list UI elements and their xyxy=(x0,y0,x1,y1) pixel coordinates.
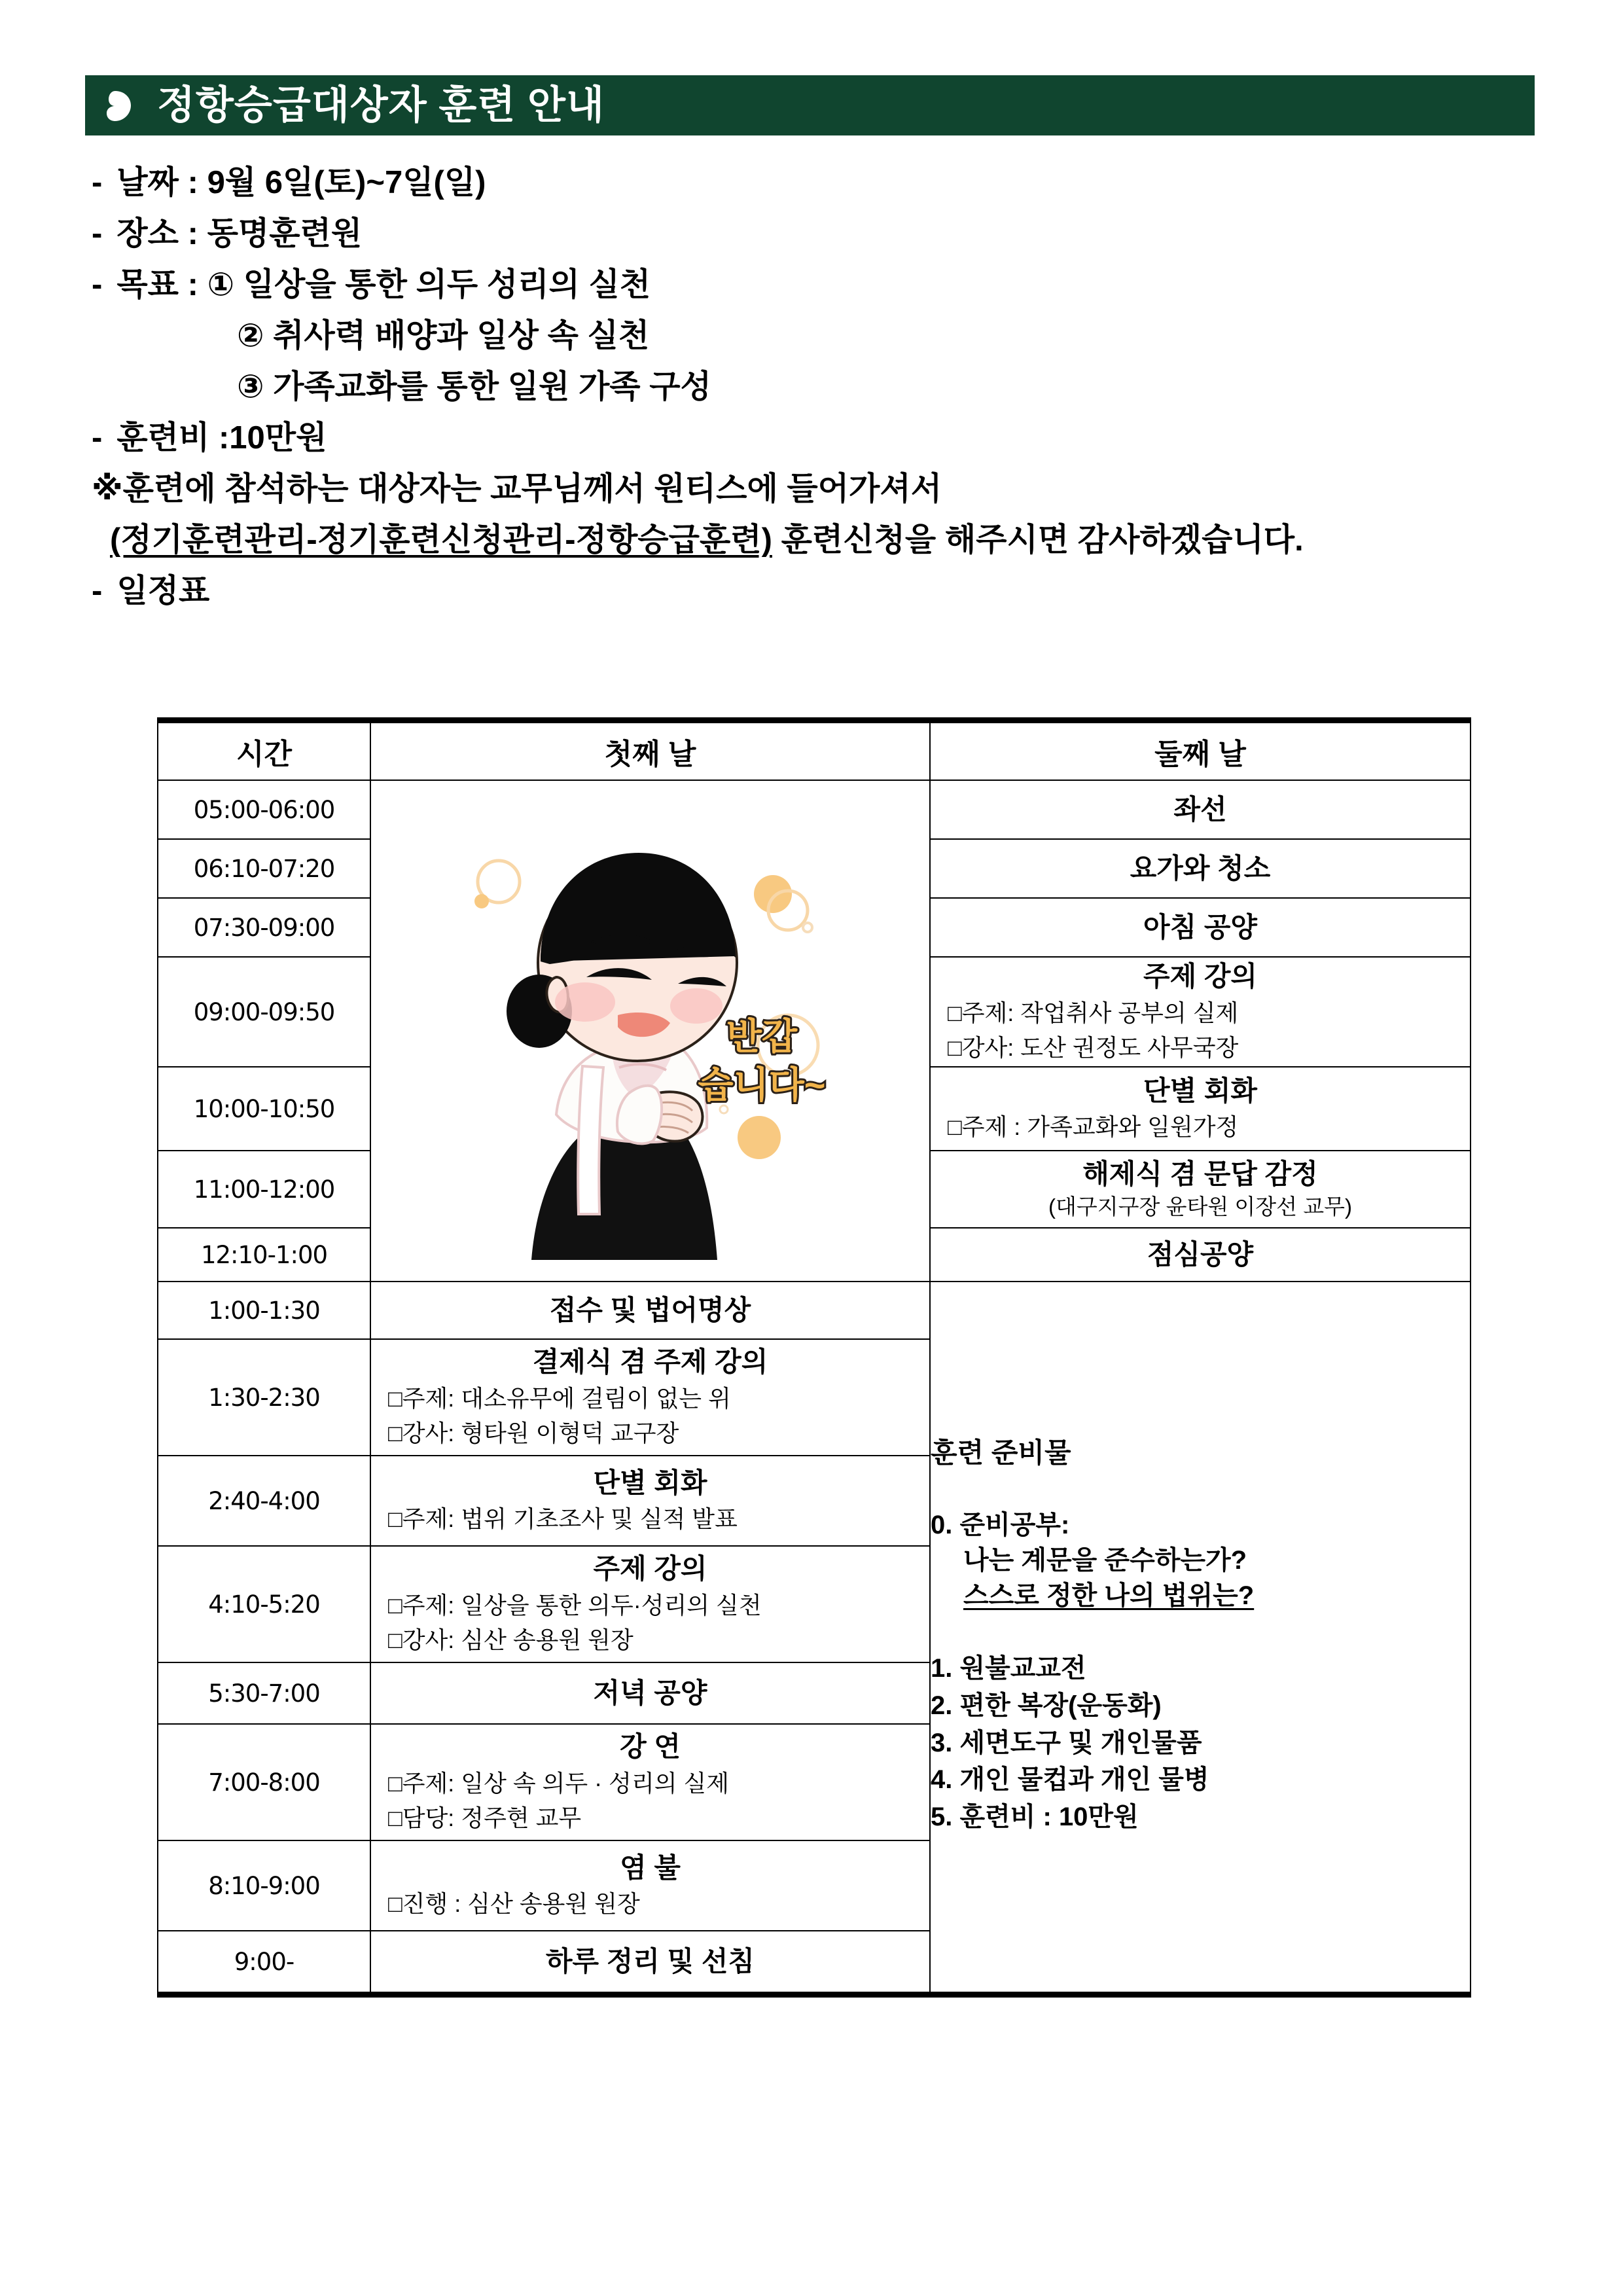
day2-activity-cell xyxy=(930,1151,1471,1228)
table-row xyxy=(158,1282,1471,1339)
prep-question-2: 스스로 정한 나의 법위는? xyxy=(963,1581,1255,1611)
activity-subline: □주제: 법위 기초조사 및 실적 발표 xyxy=(388,1505,738,1533)
goal-label: 목표 xyxy=(116,267,179,302)
time-cell: 1:30-2:30 xyxy=(158,1339,370,1456)
activity-title: 단별 회화 xyxy=(1143,1075,1257,1106)
activity-title: 요가와 청소 xyxy=(1130,852,1271,884)
time-cell: 5:30-7:00 xyxy=(158,1662,370,1724)
prep-title: 훈련 준비물 xyxy=(931,1437,1071,1468)
goal-item-3: ③ 가족교화를 통한 일원 가족 구성 xyxy=(237,369,711,404)
day1-activity-cell xyxy=(370,1931,930,1995)
time-cell: 05:00-06:00 xyxy=(158,780,370,839)
prep-question-1: 나는 계문을 준수하는가? xyxy=(963,1546,1247,1575)
column-header-day1: 첫째 날 xyxy=(370,721,930,781)
bullet-dash: - xyxy=(92,216,103,251)
day1-activity-cell xyxy=(370,1282,930,1339)
activity-title: 염 불 xyxy=(620,1852,681,1883)
date-colon: : xyxy=(187,165,198,200)
time-cell: 06:10-07:20 xyxy=(158,839,370,898)
time-cell: 4:10-5:20 xyxy=(158,1546,370,1662)
fee-value: 10만원 xyxy=(229,420,327,456)
time-cell: 07:30-09:00 xyxy=(158,898,370,957)
fee-colon: : xyxy=(218,420,230,456)
place-label: 장소 xyxy=(116,216,179,251)
info-line-goal xyxy=(92,269,1558,301)
goal-item-2-line xyxy=(92,320,1558,352)
notice-remainder: 훈련신청을 해주시면 감사하겠습니다. xyxy=(772,522,1304,558)
day1-activity-cell xyxy=(370,1546,930,1662)
activity-subline: □담당: 정주현 교무 xyxy=(388,1804,582,1832)
speech-text-line2: 습니다~ xyxy=(698,1064,825,1105)
notice-line-1: ※훈련에 참석하는 대상자는 교무님께서 원티스에 들어가셔서 xyxy=(92,471,942,507)
info-line-place xyxy=(92,218,1558,250)
leaf-bullet-icon xyxy=(105,88,134,122)
time-cell: 2:40-4:00 xyxy=(158,1456,370,1546)
goal-item-3-line xyxy=(92,371,1558,403)
activity-title: 접수 및 법어명상 xyxy=(549,1294,751,1325)
prep-item-3: 3. 세면도구 및 개인물품 xyxy=(931,1728,1202,1757)
day2-activity-cell xyxy=(930,1067,1471,1151)
prep-item-1: 1. 원불교교전 xyxy=(931,1654,1086,1683)
activity-title: 결제식 겸 주제 강의 xyxy=(532,1346,768,1378)
activity-subline: □강사: 도산 권정도 사무국장 xyxy=(948,1034,1239,1062)
goal-item-2: ② 취사력 배양과 일상 속 실천 xyxy=(237,318,650,353)
info-line-schedule-label xyxy=(92,575,1558,607)
time-cell: 10:00-10:50 xyxy=(158,1067,370,1151)
activity-subline: □진행 : 심산 송용원 원장 xyxy=(388,1890,640,1918)
table-row xyxy=(158,780,1471,839)
column-header-time: 시간 xyxy=(158,721,370,781)
activity-subline: □강사: 형타원 이형덕 교구장 xyxy=(388,1420,679,1447)
page-header-bar xyxy=(85,75,1535,135)
prep-item-5: 5. 훈련비 : 10만원 xyxy=(931,1803,1139,1832)
time-cell: 1:00-1:30 xyxy=(158,1282,370,1339)
activity-title: 주제 강의 xyxy=(593,1553,707,1585)
place-value: 동명훈련원 xyxy=(207,216,363,251)
info-line-date xyxy=(92,167,1558,199)
table-header-row xyxy=(158,721,1471,781)
activity-title: 하루 정리 및 선침 xyxy=(545,1945,755,1977)
notice-line-2 xyxy=(92,524,1558,556)
activity-title: 강 연 xyxy=(620,1731,681,1763)
activity-title: 단별 회화 xyxy=(593,1467,707,1498)
activity-subline: □주제: 일상을 통한 의두·성리의 실천 xyxy=(388,1591,762,1619)
schedule-label: 일정표 xyxy=(116,573,210,609)
time-cell: 12:10-1:00 xyxy=(158,1228,370,1282)
time-cell: 09:00-09:50 xyxy=(158,957,370,1067)
day2-activity-cell xyxy=(930,957,1471,1067)
activity-subline: □주제: 일상 속 의두 · 성리의 실제 xyxy=(388,1769,730,1797)
day2-activity-cell xyxy=(930,839,1471,898)
activity-title: 좌선 xyxy=(1173,793,1227,825)
day1-activity-cell xyxy=(370,1840,930,1931)
day1-activity-cell xyxy=(370,1662,930,1724)
activity-subline: □주제: 대소유무에 걸림이 없는 위 xyxy=(388,1384,731,1412)
bullet-dash: - xyxy=(92,165,103,200)
bowing-woman-hanbok-illustration xyxy=(421,802,880,1260)
time-cell: 9:00- xyxy=(158,1931,370,1995)
time-cell: 11:00-12:00 xyxy=(158,1151,370,1228)
day2-activity-cell xyxy=(930,1228,1471,1282)
date-label: 날짜 xyxy=(116,165,179,200)
activity-note: (대구지구장 윤타원 이장선 교무) xyxy=(1048,1194,1352,1219)
speech-text-line1: 반갑 xyxy=(726,1016,797,1057)
goal-item-1: ① 일상을 통한 의두 성리의 실천 xyxy=(207,267,651,302)
day2-activity-cell xyxy=(930,780,1471,839)
day1-activity-cell xyxy=(370,1339,930,1456)
goal-colon: : xyxy=(187,267,198,302)
intro-block xyxy=(92,167,1558,626)
preparation-list-cell xyxy=(930,1282,1471,1995)
date-value: 9월 6일(토)~7일(일) xyxy=(207,165,486,200)
prep-item-0: 0. 준비공부: xyxy=(931,1511,1070,1540)
bullet-dash: - xyxy=(92,420,103,456)
day1-activity-cell xyxy=(370,1724,930,1840)
activity-title: 저녁 공양 xyxy=(593,1677,707,1708)
day1-activity-cell xyxy=(370,1456,930,1546)
time-cell: 8:10-9:00 xyxy=(158,1840,370,1931)
prep-item-4: 4. 개인 물컵과 개인 물병 xyxy=(931,1765,1209,1795)
activity-title: 주제 강의 xyxy=(1143,961,1257,992)
activity-subline: □주제 : 가족교화와 일원가정 xyxy=(948,1113,1239,1141)
illustration-holder xyxy=(371,789,929,1273)
column-header-day2: 둘째 날 xyxy=(930,721,1471,781)
activity-subline: □주제: 작업취사 공부의 실제 xyxy=(948,999,1239,1026)
place-colon: : xyxy=(187,216,198,251)
fee-label: 훈련비 xyxy=(116,420,210,456)
bullet-dash: - xyxy=(92,267,103,302)
time-cell: 7:00-8:00 xyxy=(158,1724,370,1840)
day2-activity-cell xyxy=(930,898,1471,957)
illustration-cell xyxy=(370,780,930,1282)
activity-title: 아침 공양 xyxy=(1143,911,1257,942)
page-title: 정항승급대상자 훈련 안내 xyxy=(157,83,605,127)
activity-title: 해제식 겸 문답 감정 xyxy=(1082,1158,1318,1190)
prep-spacer xyxy=(931,1613,1470,1650)
notice-path-underlined: (정기훈련관리-정기훈련신청관리-정항승급훈련) xyxy=(110,522,772,558)
prep-item-2: 2. 편한 복장(운동화) xyxy=(931,1691,1162,1720)
activity-title: 점심공양 xyxy=(1147,1238,1254,1270)
activity-subline: □강사: 심산 송용원 원장 xyxy=(388,1626,633,1654)
bullet-dash: - xyxy=(92,573,103,609)
schedule-table-wrapper xyxy=(157,717,1470,1998)
info-line-fee xyxy=(92,422,1558,454)
schedule-table xyxy=(157,717,1471,1998)
